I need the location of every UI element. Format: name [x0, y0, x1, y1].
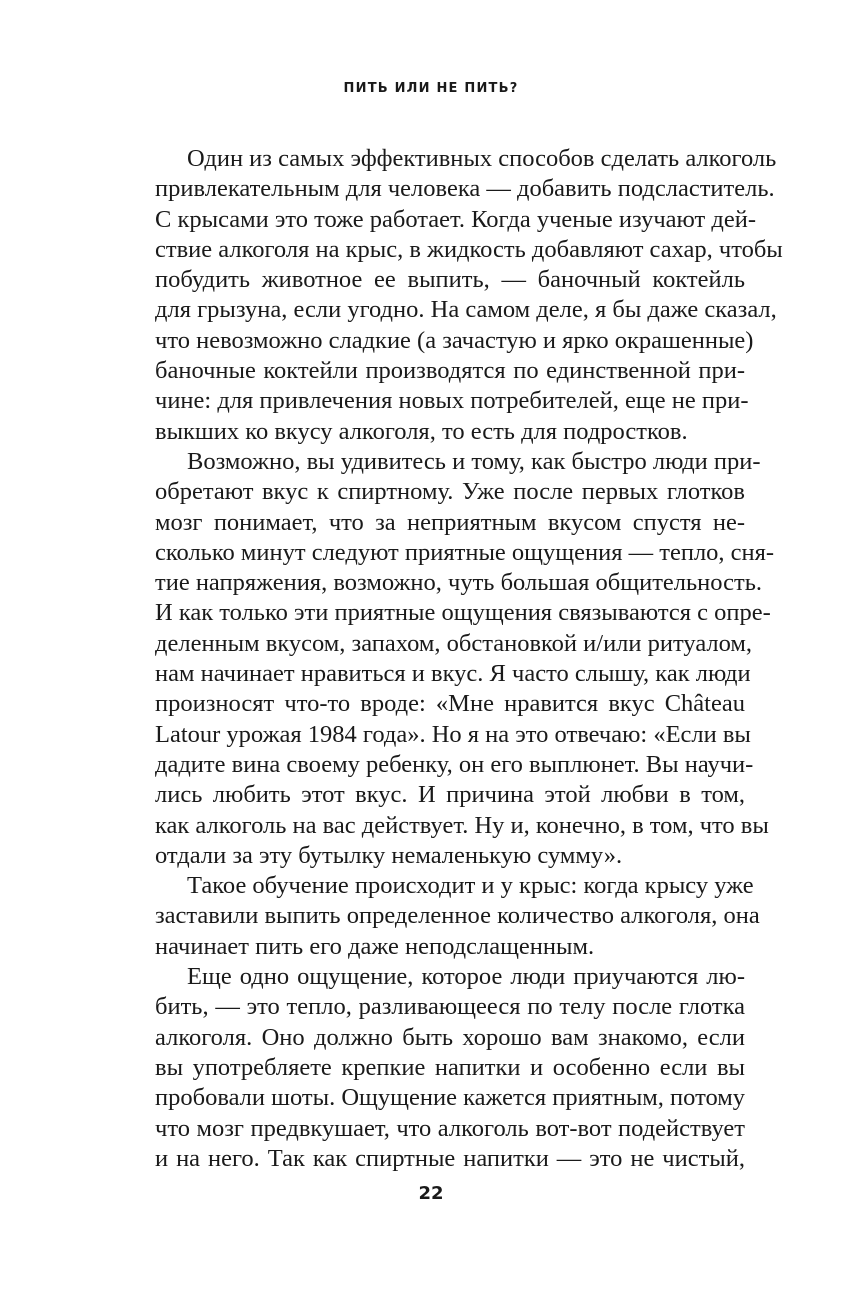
text-line: сколько минут следуют приятные ощущения — тепло, сня- [155, 538, 775, 566]
text-line: выкших ко вкусу алкоголя, то есть для подростков. [155, 417, 688, 445]
text-line: тие напряжения, возможно, чуть большая общительность. [155, 569, 763, 597]
text-line: Возможно, вы удивитесь и тому, как быстро люди при- [187, 447, 761, 475]
text-line: начинает пить его даже неподслащенным. [155, 932, 595, 960]
text-line: ствие алкоголя на крыс, в жидкость добавляют сахар, чтобы [155, 235, 783, 263]
text-line: как алкоголь на вас действует. Ну и, конечно, в том, что вы [155, 811, 769, 839]
text-line: деленным вкусом, запахом, обстановкой и/или ритуалом, [155, 629, 753, 657]
text-line: что невозможно сладкие (а зачастую и ярко окрашенные) [155, 326, 754, 354]
text-line: И как только эти приятные ощущения связываются с опре- [155, 599, 771, 627]
text-line: нам начинает нравиться и вкус. Я часто слышу, как люди [155, 660, 751, 688]
text-line: мозг понимает, что за неприятным вкусом спустя не- [155, 508, 745, 536]
text-line: произносят что-то вроде: «Мне нравится вкус Château [155, 690, 745, 718]
text-line: алкоголя. Оно должно быть хорошо вам знакомо, если [155, 1023, 745, 1051]
text-line: пробовали шоты. Ощущение кажется приятным, потому [155, 1084, 745, 1112]
text-line: Latour урожая 1984 года». Но я на это отвечаю: «Если вы [155, 720, 751, 748]
text-line: чине: для привлечения новых потребителей, еще не при- [155, 387, 749, 415]
page-number: 22 [418, 1183, 444, 1204]
text-line: дадите вина своему ребенку, он его выплюнет. Вы научи- [155, 750, 754, 778]
text-line: отдали за эту бутылку немаленькую сумму». [155, 841, 623, 869]
body-text [155, 144, 783, 1174]
text-line: что мозг предвкушает, что алкоголь вот-вот подействует [155, 1114, 745, 1142]
text-line: Такое обучение происходит и у крыс: когда крысу уже [187, 872, 754, 900]
text-line: Еще одно ощущение, которое люди приучаются лю- [187, 963, 745, 991]
text-line: для грызуна, если угодно. На самом деле, я бы даже сказал, [155, 296, 777, 324]
text-line: С крысами это тоже работает. Когда ученые изучают дей- [155, 205, 756, 233]
text-line: обретают вкус к спиртному. Уже после первых глотков [155, 478, 745, 506]
running-title: ПИТЬ ИЛИ НЕ ПИТЬ? [343, 81, 519, 96]
text-line: лись любить этот вкус. И причина этой любви в том, [155, 781, 745, 809]
text-line: побудить животное ее выпить, — баночный коктейль [155, 266, 745, 294]
text-line: Один из самых эффективных способов сделать алкоголь [187, 145, 777, 172]
text-line: привлекательным для человека — добавить подсластитель. [155, 175, 775, 203]
text-line: баночные коктейли производятся по единственной при- [155, 357, 745, 385]
text-line: вы употребляете крепкие напитки и особенно если вы [155, 1053, 745, 1081]
text-line: заставили выпить определенное количество алкоголя, она [155, 902, 760, 930]
text-line: бить, — это тепло, разливающееся по телу после глотка [155, 993, 745, 1021]
text-line: и на него. Так как спиртные напитки — это не чистый, [155, 1144, 745, 1172]
